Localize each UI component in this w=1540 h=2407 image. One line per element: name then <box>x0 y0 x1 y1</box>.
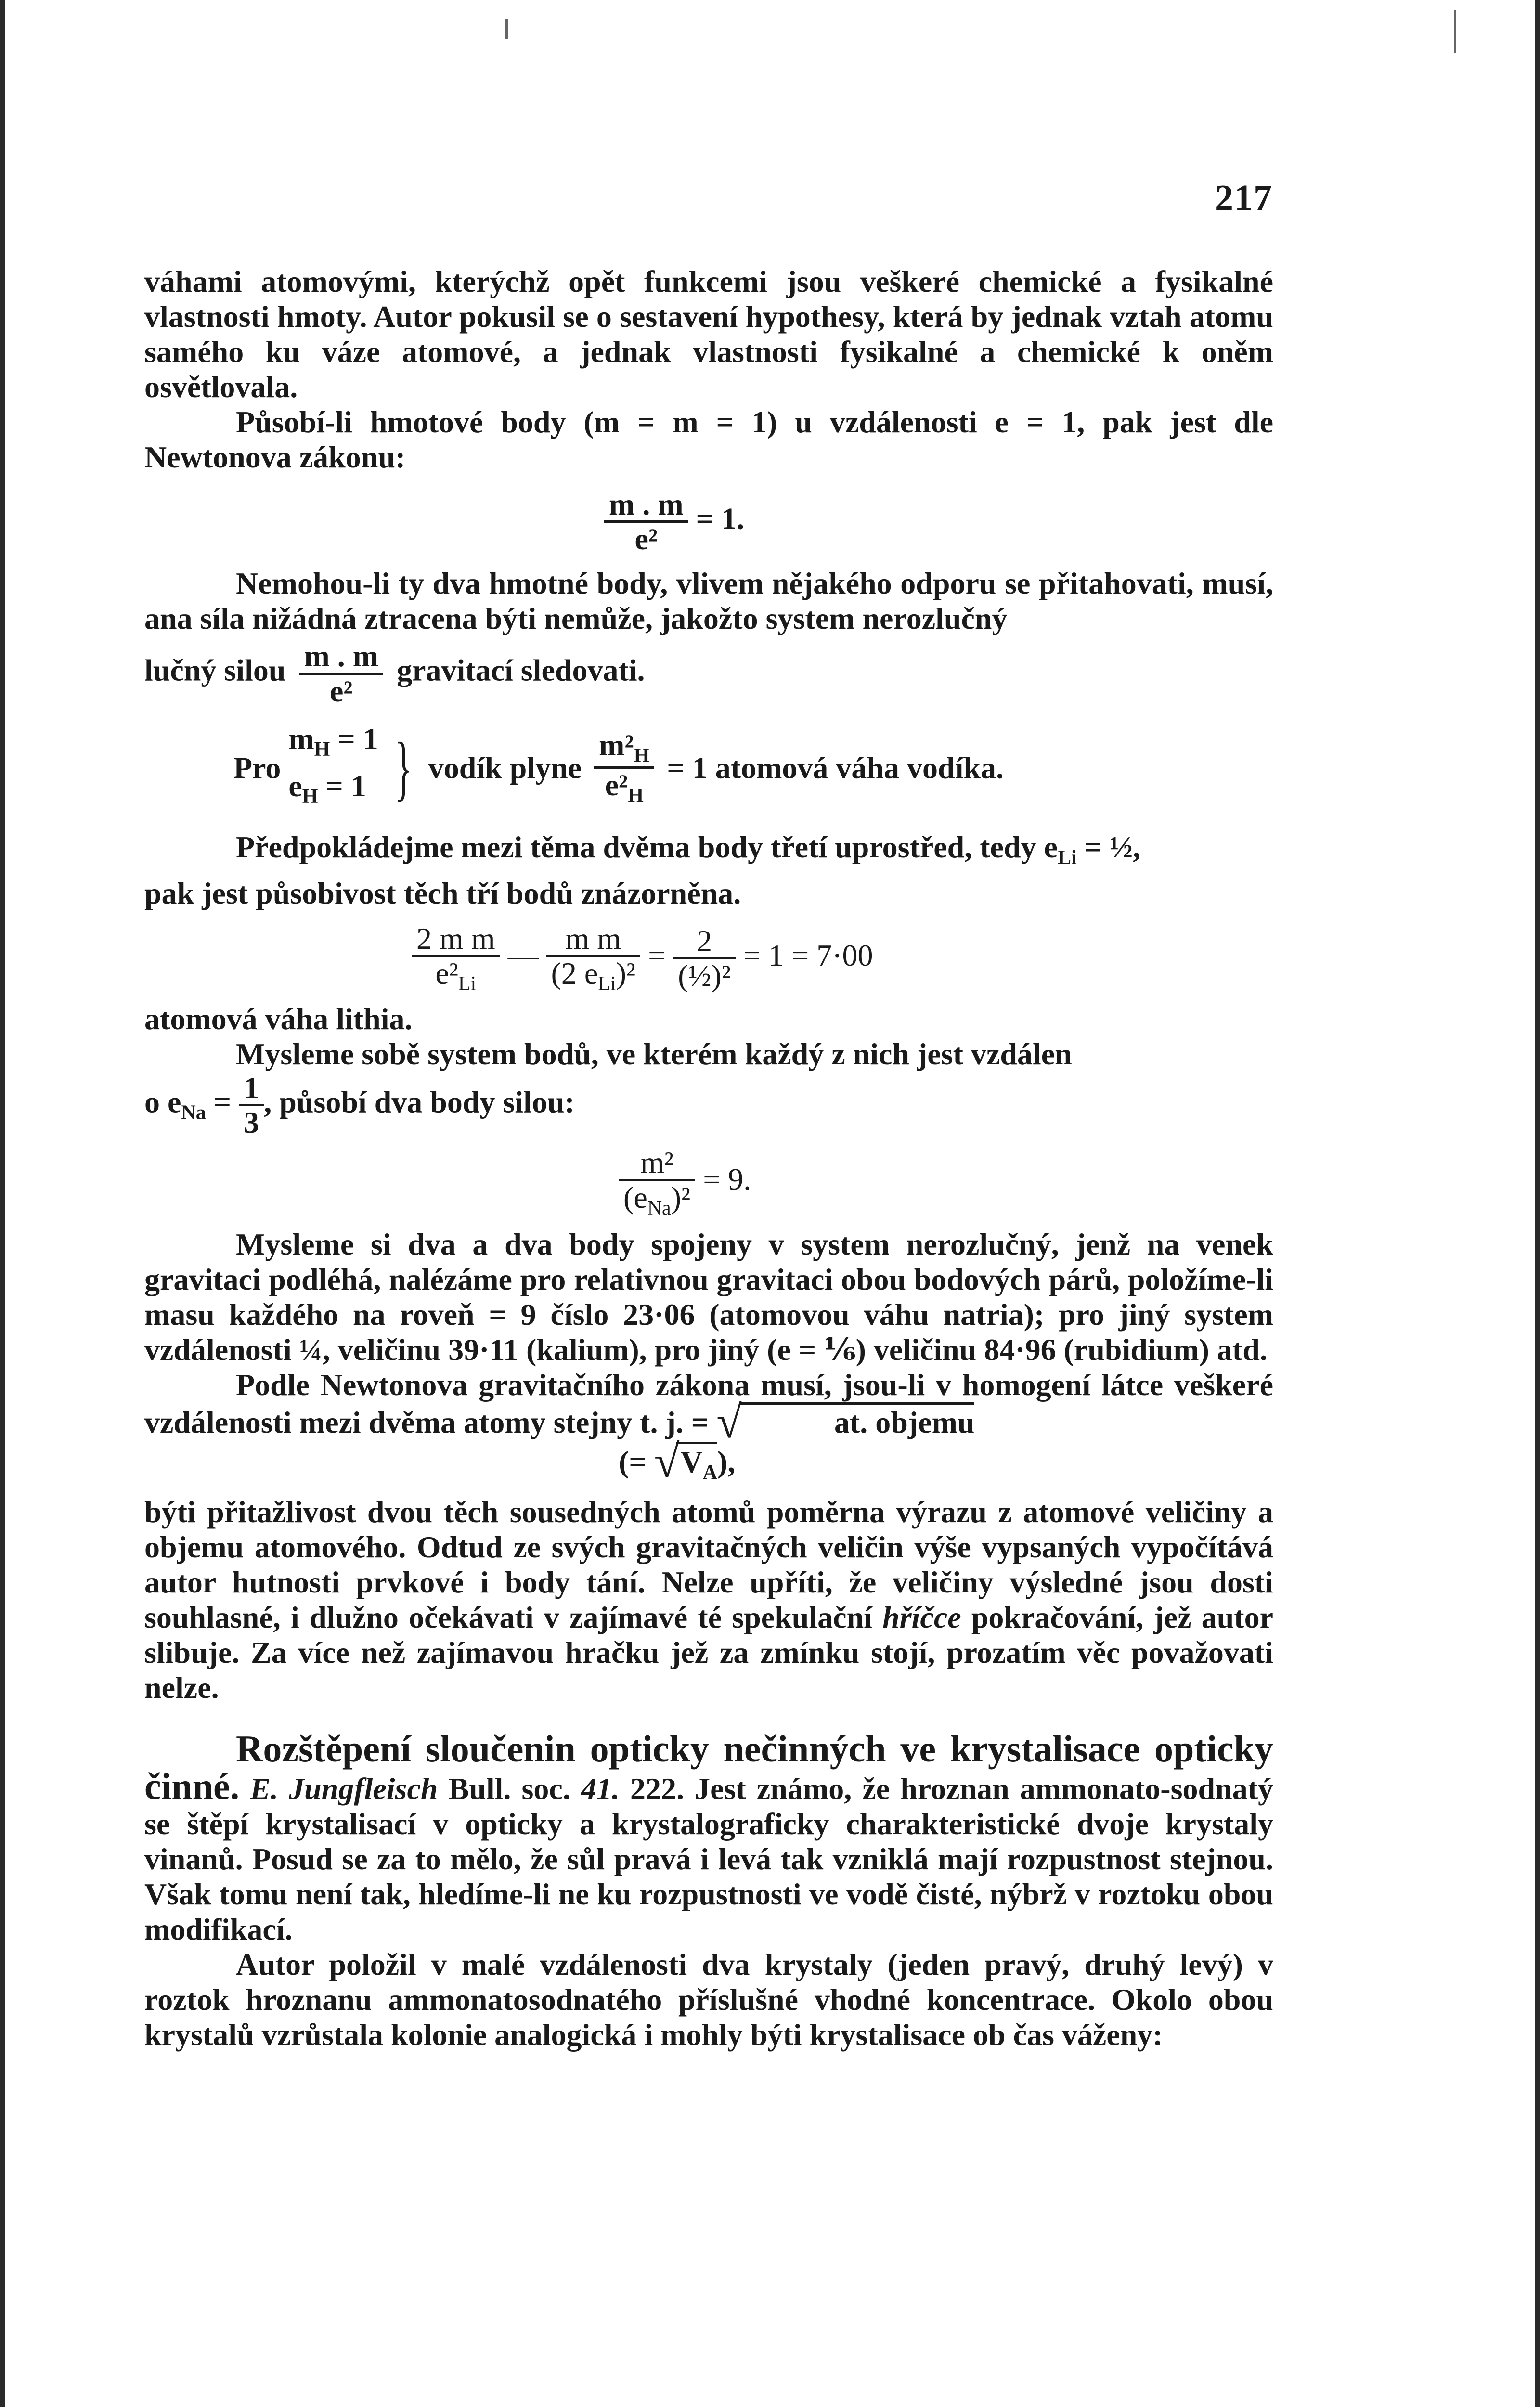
numerator: m² <box>640 1145 674 1180</box>
symbol: e² <box>605 768 628 802</box>
equation-line <box>144 1435 1273 1490</box>
minus-sign: — <box>507 938 539 972</box>
subscript: H <box>628 785 644 807</box>
scan-mark <box>505 19 508 39</box>
symbol: m <box>288 721 314 756</box>
text-run: = ½, <box>1084 829 1141 864</box>
denominator <box>594 766 654 806</box>
equation <box>144 721 1273 815</box>
volume: 41. <box>581 1771 620 1806</box>
equation-rhs: = 1 atomová váha vodíka. <box>667 751 1004 785</box>
section-heading <box>144 1727 1274 1947</box>
equation-rhs: = 1. <box>696 501 745 536</box>
equals-sign: = <box>648 938 666 972</box>
heading-title: Rozštěpení sloučenin opticky nečinných ve krystalisace opticky činné. <box>144 1727 1273 1807</box>
page-ref: 222. <box>630 1771 685 1806</box>
paragraph: váhami atomovými, kterýchž opět funkcemi jsou veškeré chemické a fysikalné vlastnosti hmoty. Autor pokusil se o sestavení hypothesy, která by jednak vztah atomu samého ku váze atomové, a jednak vlastnosti fysikalné a chemické k oněm osvětlovala. <box>144 264 1273 404</box>
fraction <box>619 1146 695 1218</box>
paragraph: Působí-li hmotové body (m = m = 1) u vzdálenosti e = 1, pak jest dle Newtonova zákonu: <box>144 405 1273 474</box>
symbol: (e <box>623 1180 647 1215</box>
fraction <box>299 640 383 707</box>
symbol: m² <box>599 728 634 763</box>
fraction <box>239 1072 264 1139</box>
text-run: Předpokládejme mezi těma dvěma body třetí uprostřed, tedy e <box>236 829 1058 864</box>
value: = 1 <box>325 768 366 803</box>
value: = 1 <box>337 721 378 756</box>
symbol: )² <box>616 956 636 990</box>
text-run: (= <box>619 1444 647 1479</box>
numerator: m . m <box>609 487 684 521</box>
subscript: H <box>302 785 318 808</box>
scan-mark <box>1454 10 1456 53</box>
paragraph <box>144 1367 1273 1448</box>
text-run: Pro <box>233 751 281 785</box>
equation <box>144 488 1273 555</box>
symbol: e² <box>435 956 458 990</box>
symbol: )² <box>671 1180 691 1215</box>
subscript: H <box>634 745 650 767</box>
symbol: e <box>288 768 302 803</box>
subscript: Li <box>1057 846 1077 869</box>
text-run: o e <box>144 1085 181 1119</box>
text-run: Jest známo, že hroznan ammonato-sodnatý se štěpí krystalisací v opticky a krystalograficky charakteristické dvoje krystaly vinanů. Posud se za to mělo, že sůl pravá i levá tak vzniklá mají rozpustnost stejnou. Však tomu není tak, hledíme-li ne ku rozpustnosti ve vodě čisté, nýbrž v roztoku obou modifikací. <box>144 1771 1274 1946</box>
numerator: m m <box>565 921 621 956</box>
paragraph: Mysleme si dva a dva body spojeny v system nerozlučný, jenž na venek gravitaci podléhá, nalézáme pro relativnou gravitaci obou bodových párů, položíme-li masu každého na roveň = 9 číslo 23·06 (atomovou váhu natria); pro jiný system vzdálenosti ¼, veličinu 39·11 (kalium), pro jiný (e = ⅙) veličinu 84·96 (rubidium) atd. <box>144 1227 1273 1367</box>
equation <box>144 1146 1273 1218</box>
fraction <box>673 925 736 992</box>
symbol: V <box>680 1444 703 1479</box>
author: E. Jungfleisch <box>250 1771 438 1806</box>
equation-line <box>144 1072 1273 1139</box>
paragraph: Mysleme sobě system bodů, ve kterém každý z nich jest vzdálen <box>236 1037 1072 1072</box>
subscript: Li <box>458 972 477 995</box>
radical-sign: √ <box>716 1396 742 1448</box>
text-run: ), <box>717 1444 736 1479</box>
subscript: Na <box>647 1197 671 1219</box>
text-run: , působí dva body silou: <box>264 1085 575 1119</box>
italic-word: hříčce <box>882 1600 961 1634</box>
equation-line <box>144 640 1273 707</box>
body-text <box>144 264 1273 2052</box>
equation-rhs: = 1 = 7·00 <box>743 938 873 972</box>
subscript: Na <box>181 1101 206 1124</box>
equation-rhs: = 9. <box>703 1162 751 1197</box>
value-stack <box>288 721 378 815</box>
numerator: 2 m m <box>416 921 495 956</box>
denominator <box>546 955 641 995</box>
paragraph <box>144 829 1273 876</box>
paragraph: atomová váha lithia. <box>144 1002 413 1036</box>
denominator <box>412 955 500 995</box>
page-number: 217 <box>1215 178 1273 218</box>
text-run: pokračování, jež autor slibuje. Za více než zajímavou hračku jež za zmínku stojí, prozatím věc považovati nelze. <box>144 1600 1273 1705</box>
fraction <box>594 729 654 806</box>
symbol: (2 e <box>551 956 598 990</box>
fraction <box>604 488 688 555</box>
denominator: e² <box>299 673 383 707</box>
fraction <box>412 922 500 995</box>
numerator: 2 <box>697 924 712 958</box>
reference: Bull. soc. <box>448 1771 570 1806</box>
paragraph: Autor položil v malé vzdálenosti dva krystaly (jeden pravý, druhý levý) v roztok hroznanu ammonatosodnatého příslušné vhodné koncentrace. Okolo obou krystalů vzrůstala kolonie analogická i mohly býti krystalisace ob čas váženy: <box>144 1947 1273 2052</box>
paragraph: Nemohou-li ty dva hmotné body, vlivem nějakého odporu se přitahovati, musí, ana síla nižádná ztracena býti nemůže, jakožto system nerozlučný <box>144 566 1273 636</box>
denominator: (½)² <box>673 957 736 992</box>
equation <box>144 922 1273 995</box>
paragraph: pak jest působivost těch tří bodů znázorněna. <box>144 876 741 910</box>
text-run: býti přitažlivost dvou těch sousedných atomů poměrna výrazu z atomové veličiny a objemu atomového. Odtud ze svých gravitačných veličin výše vypsaných vypočítává autor hutnosti prvkové i body tání. Nelze upříti, že veličiny výsledné jsou dosti souhlasné, i dlužno očekávati v zajímavé té spekulační <box>144 1494 1273 1634</box>
radical-sign: √ <box>654 1435 680 1487</box>
text-run: gravitací sledovati. <box>397 653 645 687</box>
denominator: e² <box>604 520 688 555</box>
subscript: H <box>314 738 330 761</box>
text-run: vodík plyne <box>428 751 582 785</box>
brace: } <box>394 727 412 808</box>
numerator <box>594 729 654 766</box>
text-run: Podle Newtonova gravitačního zákona musí, jsou-li v homogení látce veškeré vzdálenosti mezi dvěma atomy stejny t. j. = <box>144 1367 1273 1439</box>
equals-sign: = <box>213 1085 232 1119</box>
text-run: lučný silou <box>144 653 286 687</box>
paragraph <box>144 1494 1273 1705</box>
denominator <box>619 1179 695 1219</box>
subscript: Li <box>598 972 616 995</box>
fraction <box>546 922 641 995</box>
numerator: m . m <box>304 639 379 673</box>
numerator: 1 <box>244 1071 259 1105</box>
radicand <box>676 1442 717 1490</box>
denominator: 3 <box>239 1104 264 1139</box>
radicand: at. objemu <box>739 1402 975 1440</box>
subscript: A <box>702 1461 718 1484</box>
